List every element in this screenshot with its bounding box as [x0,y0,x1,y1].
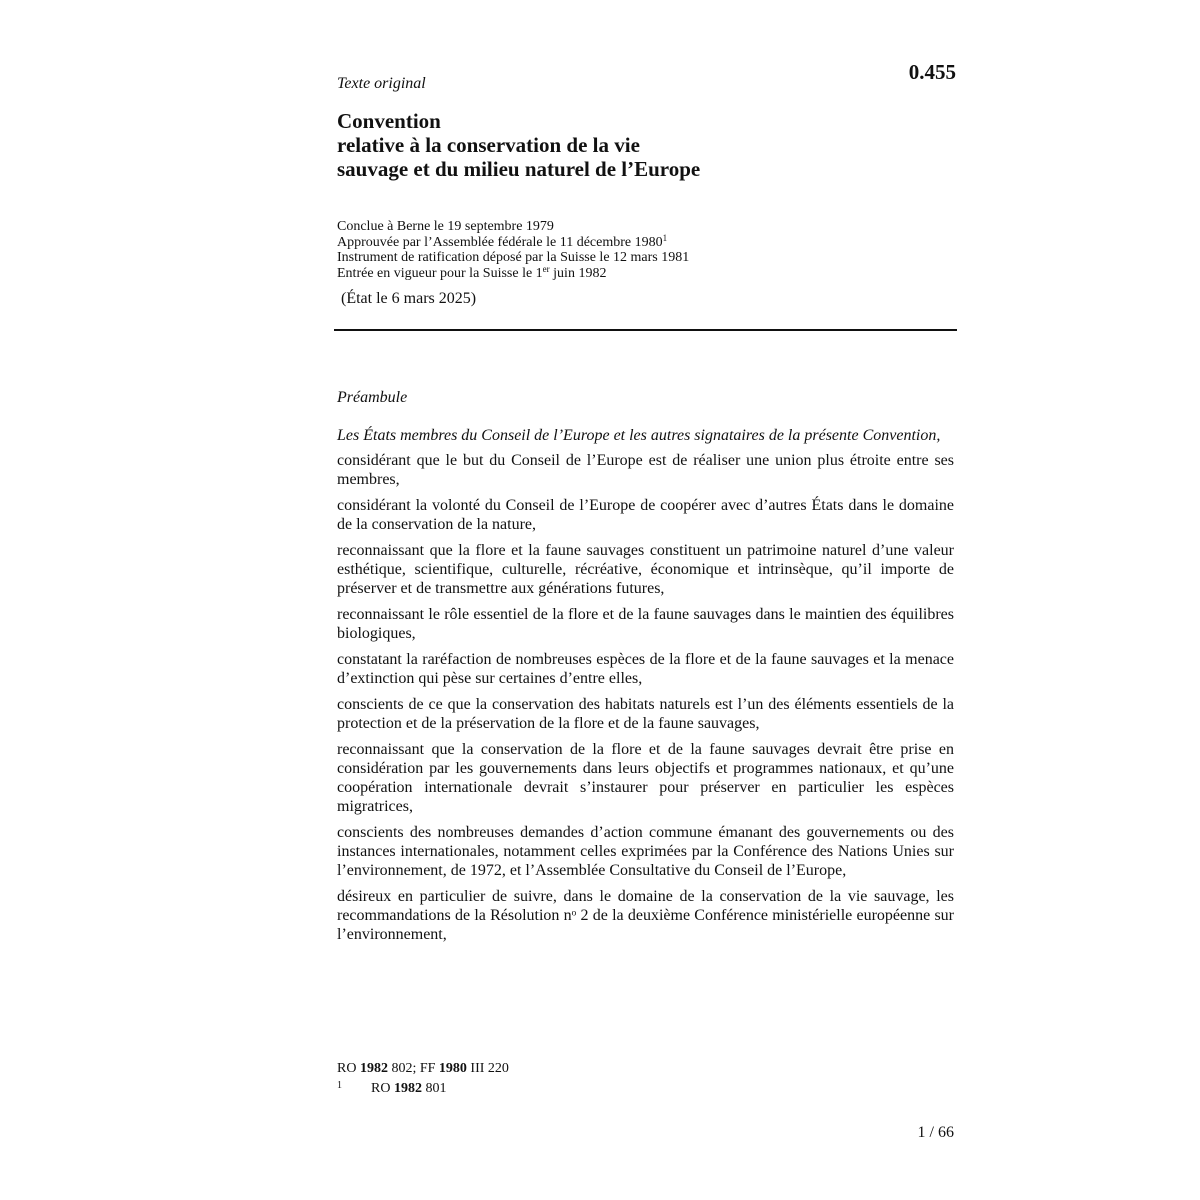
footnotes [337,1059,509,1099]
source-reference: RO 1982 802; FF 1980 III 220 [337,1061,509,1076]
page-number: 1 / 66 [917,1124,954,1141]
status-date: (État le 6 mars 2025) [341,290,477,307]
title-line: relative à la conservation de la vie [337,133,640,157]
ratification-line: Instrument de ratification déposé par la Suisse le 12 mars 1981 [337,250,690,265]
title-line: sauvage et du milieu naturel de l’Europe [337,157,701,181]
convention-metadata [337,219,689,281]
document-title [337,109,957,181]
preamble-paragraph: conscients de ce que la conservation des habitats naturels est l’un des éléments essentiels de la protection et de la préservation de la flore et de la faune sauvages, [337,696,954,732]
preamble-paragraph: considérant la volonté du Conseil de l’Europe de coopérer avec d’autres États dans le domaine de la conservation de la nature, [337,497,954,533]
original-text-label: Texte original [337,75,426,92]
preamble-paragraph: désireux en particulier de suivre, dans le domaine de la conservation de la vie sauvage, les recommandations de la Résolution nᵒ 2 de la deuxième Conférence ministérielle européenne sur l’environnement, [337,888,954,943]
preamble-intro: Les États membres du Conseil de l’Europe et les autres signataires de la présente Convention, [337,427,941,444]
entry-into-force-line: Entrée en vigueur pour la Suisse le 1er juin 1982 [337,263,607,281]
footnote-reference[interactable]: 1 [662,232,668,243]
preamble-paragraph: constatant la raréfaction de nombreuses espèces de la flore et de la faune sauvages et la menace d’extinction qui pèse sur certaines d’entre elles, [337,651,954,687]
preamble-title: Préambule [337,389,408,406]
document-number: 0.455 [908,60,956,84]
footnote-1: 1 RO 1982 801 [337,1080,447,1096]
approved-line: Approuvée par l’Assemblée fédérale le 11 décembre 1980$^1$ [337,232,668,250]
preamble-paragraph: conscients des nombreuses demandes d’action commune émanant des gouvernements ou des instances internationales, notamment celles exprimées par la Conférence des Nations Unies sur l’environnement, de 1972, et l’Assemblée Consultative du Conseil de l’Europe, [337,824,954,879]
concluded-line: Conclue à Berne le 19 septembre 1979 [337,219,554,234]
preamble-paragraph: reconnaissant le rôle essentiel de la flore et de la faune sauvages dans le maintien des équilibres biologiques, [337,606,954,642]
preamble-paragraph: reconnaissant que la conservation de la flore et de la faune sauvages devrait être prise en considération par les gouvernements dans leurs objectifs et programmes nationaux, et qu’une coopération internationale devrait s’instaurer pour préserver en particulier les espèces migratrices, [337,741,954,815]
preamble-paragraph: considérant que le but du Conseil de l’Europe est de réaliser une union plus étroite entre ses membres, [337,452,954,488]
preamble-paragraph: reconnaissant que la flore et la faune sauvages constituent un patrimoine naturel d’une valeur esthétique, scientifique, culturelle, récréative, économique et intrinsèque, qu’il importe de préserver et de transmettre aux générations futures, [337,542,954,597]
preamble-body [337,426,954,951]
header-divider [334,329,957,331]
title-line: Convention [337,109,441,133]
